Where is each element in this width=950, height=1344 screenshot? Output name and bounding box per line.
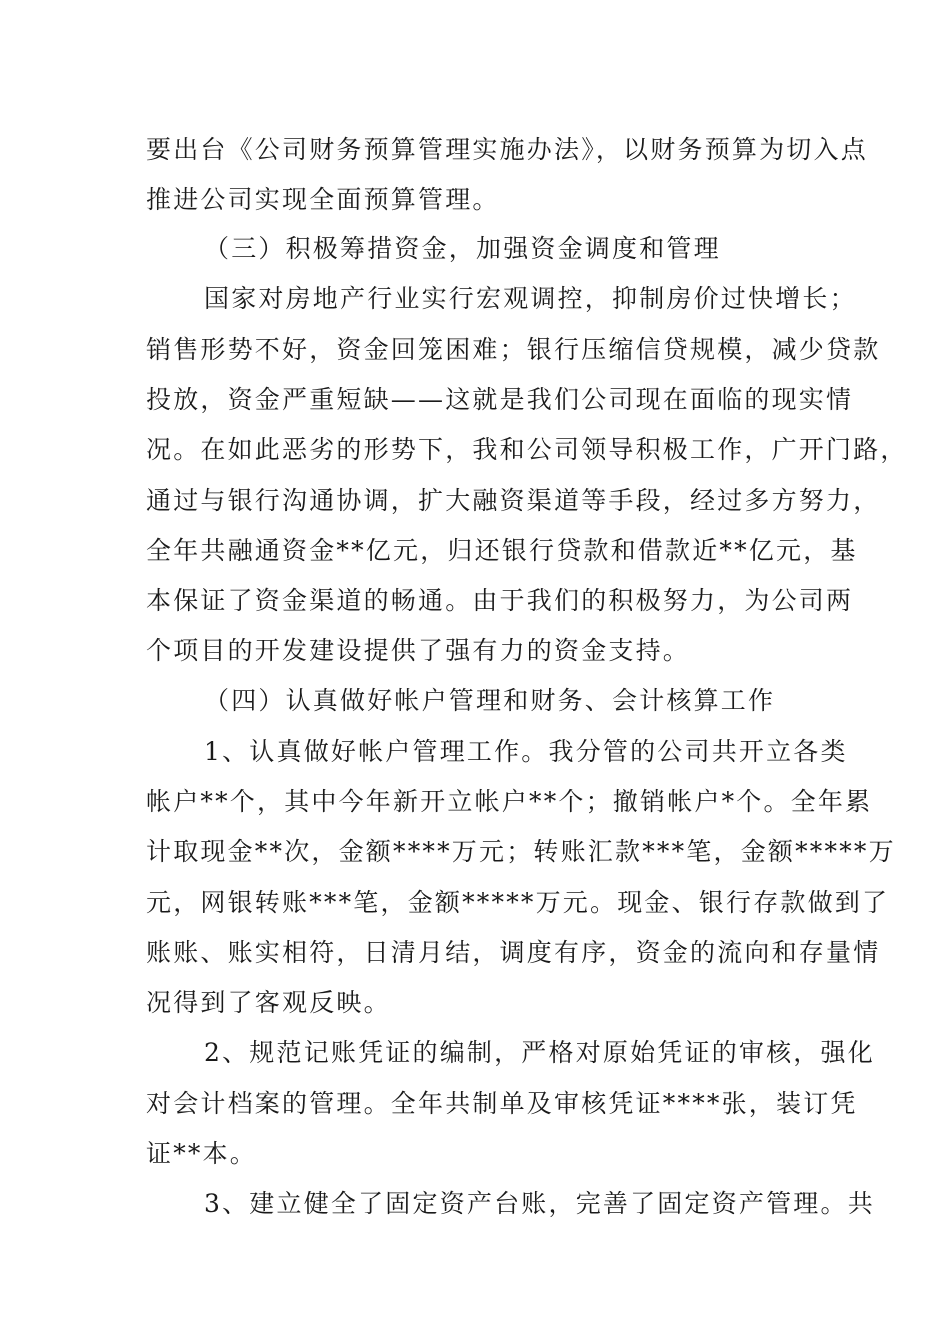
text-line: 本保证了资金渠道的畅通。由于我们的积极努力，为公司两: [146, 586, 854, 615]
text-line: 投放，资金严重短缺——这就是我们公司现在面临的现实情: [146, 385, 854, 414]
text-line: 证**本。: [146, 1139, 258, 1168]
text-line: 元，网银转账***笔，金额*****万元。现金、银行存款做到了: [146, 888, 890, 917]
section-heading: （四）认真做好帐户管理和财务、会计核算工作: [204, 686, 776, 715]
text-line: 推进公司实现全面预算管理。: [146, 185, 500, 214]
text-line: 要出台《公司财务预算管理实施办法》，以财务预算为切入点: [146, 135, 868, 164]
text-line: 帐户**个，其中今年新开立帐户**个；撤销帐户*个。全年累: [146, 787, 873, 816]
text-line: 1、认真做好帐户管理工作。我分管的公司共开立各类: [204, 737, 848, 766]
text-line: 3、建立健全了固定资产台账，完善了固定资产管理。共: [204, 1189, 875, 1218]
text-line: 况。在如此恶劣的形势下，我和公司领导积极工作，广开门路，: [146, 435, 908, 464]
text-line: 通过与银行沟通协调，扩大融资渠道等手段，经过多方努力，: [146, 486, 881, 515]
text-line: 对会计档案的管理。全年共制单及审核凭证****张，装订凭: [146, 1089, 858, 1118]
text-line: 账账、账实相符，日清月结，调度有序，资金的流向和存量情: [146, 938, 881, 967]
text-line: 计取现金**次，金额****万元；转账汇款***笔，金额*****万: [146, 837, 896, 866]
text-line: 全年共融通资金**亿元，归还银行贷款和借款近**亿元，基: [146, 536, 858, 565]
text-line: 个项目的开发建设提供了强有力的资金支持。: [146, 636, 691, 665]
text-line: 2、规范记账凭证的编制，严格对原始凭证的审核，强化: [204, 1038, 875, 1067]
text-line: 况得到了客观反映。: [146, 988, 391, 1017]
text-line: 国家对房地产行业实行宏观调控，抑制房价过快增长；: [204, 284, 857, 313]
section-heading: （三）积极筹措资金，加强资金调度和管理: [204, 234, 721, 263]
text-line: 销售形势不好，资金回笼困难；银行压缩信贷规模，减少贷款: [146, 335, 881, 364]
